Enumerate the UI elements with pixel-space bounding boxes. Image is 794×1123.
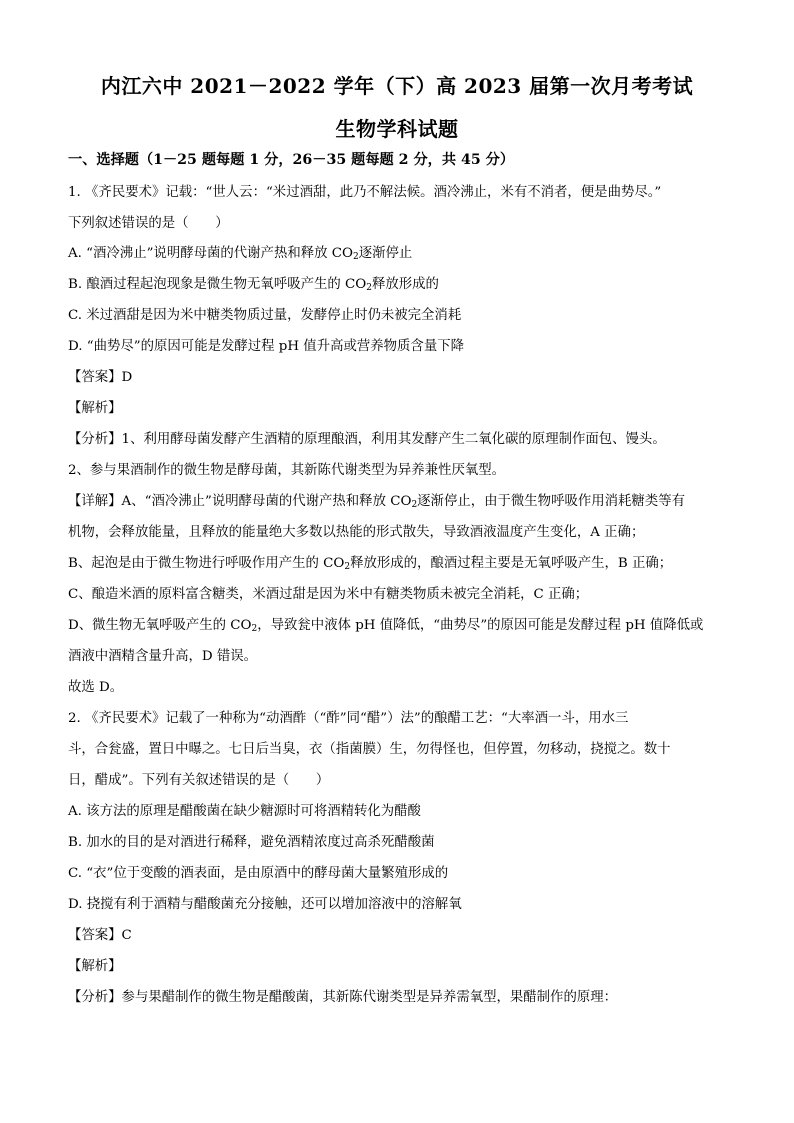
q2-stem-line-3: 日，醋成”。下列有关叙述错误的是（ ） [68,773,330,788]
q2-analysis-label: 【解析】 [68,959,122,974]
subscript: 2 [353,252,359,262]
q1-detail-text: D、微生物无氧呼吸产生的 CO [68,618,252,633]
q2-stem-line-2: 斗，合瓮盛，置日中曝之。七日后当臭，衣（指菌膜）生，勿得怪也，但停置，勿移动，挠搅之。数十 [68,742,671,757]
q1-detail-line-3 [68,554,728,577]
section-heading: 一、选择题（1－25 题每题 1 分，26－35 题每题 2 分，共 45 分） [68,152,515,168]
q1-analysis-label: 【解析】 [68,401,122,416]
q1-detail-text-end: 逐渐停止，由于微生物呼吸作用消耗糖类等有 [417,494,685,509]
q1-detail-line-6: 酒液中酒精含量升高，D 错误。 [68,649,258,664]
q1-fenxi-line-2: 2、参与果酒制作的微生物是酵母菌，其新陈代谢类型为异养兼性厌氧型。 [68,463,506,478]
subscript: 2 [344,562,351,572]
q1-option-b-text: B. 酿酒过程起泡现象是微生物无氧呼吸产生的 CO [68,277,367,292]
q2-stem-line-1: 2. 《齐民要术》记载了一种称为“动酒酢（“酢”同“醋”）法”的酿醋工艺：“大率酒一斗，用水三 [68,711,629,726]
q2-option-b: B. 加水的目的是对酒进行稀释，避免酒精浓度过高杀死醋酸菌 [68,835,435,850]
q2-answer: 【答案】C [68,928,132,943]
q1-detail-line-2: 机物，会释放能量，且释放的能量绝大多数以热能的形式散失，导致酒液温度产生变化，A 正确； [68,525,645,540]
q1-option-a-text-end: 逐渐停止 [358,246,413,261]
q2-fenxi-line-1: 【分析】参与果醋制作的微生物是醋酸菌，其新陈代谢类型是异养需氧型，果醋制作的原理： [68,990,618,1005]
q1-stem-line-2: 下列叙述错误的是（ ） [68,216,229,231]
subscript: 2 [251,624,258,634]
q1-stem-line-1: 1. 《齐民要术》记载：“世人云：“米过酒甜，此乃不解法候。酒冷沸止，米有不消者，便是曲势尽。” [68,185,662,200]
q1-detail-text-end: ，导致瓮中液体 pH 值降低，“曲势尽”的原因可能是发酵过程 pH 值降低或 [257,618,704,633]
q1-option-b-text-end: 释放形成的 [372,277,439,292]
q1-detail-text-end: 释放形成的，酿酒过程主要是无氧呼吸产生，B 正确； [350,556,673,571]
exam-subtitle: 生物学科试题 [335,117,459,141]
subscript: 2 [411,500,418,510]
q1-detail-line-1 [68,492,728,515]
q1-detail-text: B、起泡是由于微生物进行呼吸作用产生的 CO [68,556,345,571]
q1-detail-line-4: C、酿造米酒的原料富含糖类，米酒过甜是因为米中有糖类物质未被完全消耗，C 正确； [68,587,589,602]
q1-detail-line-5 [68,616,728,639]
q1-detail-text: 【详解】A、“酒冷沸止”说明酵母菌的代谢产热和释放 CO [68,494,412,509]
q1-option-c: C. 米过酒甜是因为米中糖类物质过量，发酵停止时仍未被完全消耗 [68,308,462,323]
q2-option-d: D. 挠搅有利于酒精与醋酸菌充分接触，还可以增加溶液中的溶解氧 [68,897,462,912]
exam-title: 内江六中 2021－2022 学年（下）高 2023 届第一次月考考试 [100,74,694,98]
q1-option-a-text: A. “酒冷沸止”说明酵母菌的代谢产热和释放 CO [68,246,353,261]
q1-conclusion: 故选 D。 [68,680,124,695]
q1-option-b [68,275,728,298]
q2-option-c: C. “衣”位于变酸的酒表面，是由原酒中的酵母菌大量繁殖形成的 [68,866,449,881]
q1-option-a [68,244,728,267]
q2-option-a: A. 该方法的原理是醋酸菌在缺少糖源时可将酒精转化为醋酸 [68,804,421,819]
subscript: 2 [366,283,372,293]
q1-option-d: D. “曲势尽”的原因可能是发酵过程 pH 值升高或营养物质含量下降 [68,339,464,354]
q1-fenxi-line-1: 【分析】1、利用酵母菌发酵产生酒精的原理酿酒，利用其发酵产生二氧化碳的原理制作面包、馒头。 [68,432,666,447]
q1-answer: 【答案】D [68,370,133,385]
